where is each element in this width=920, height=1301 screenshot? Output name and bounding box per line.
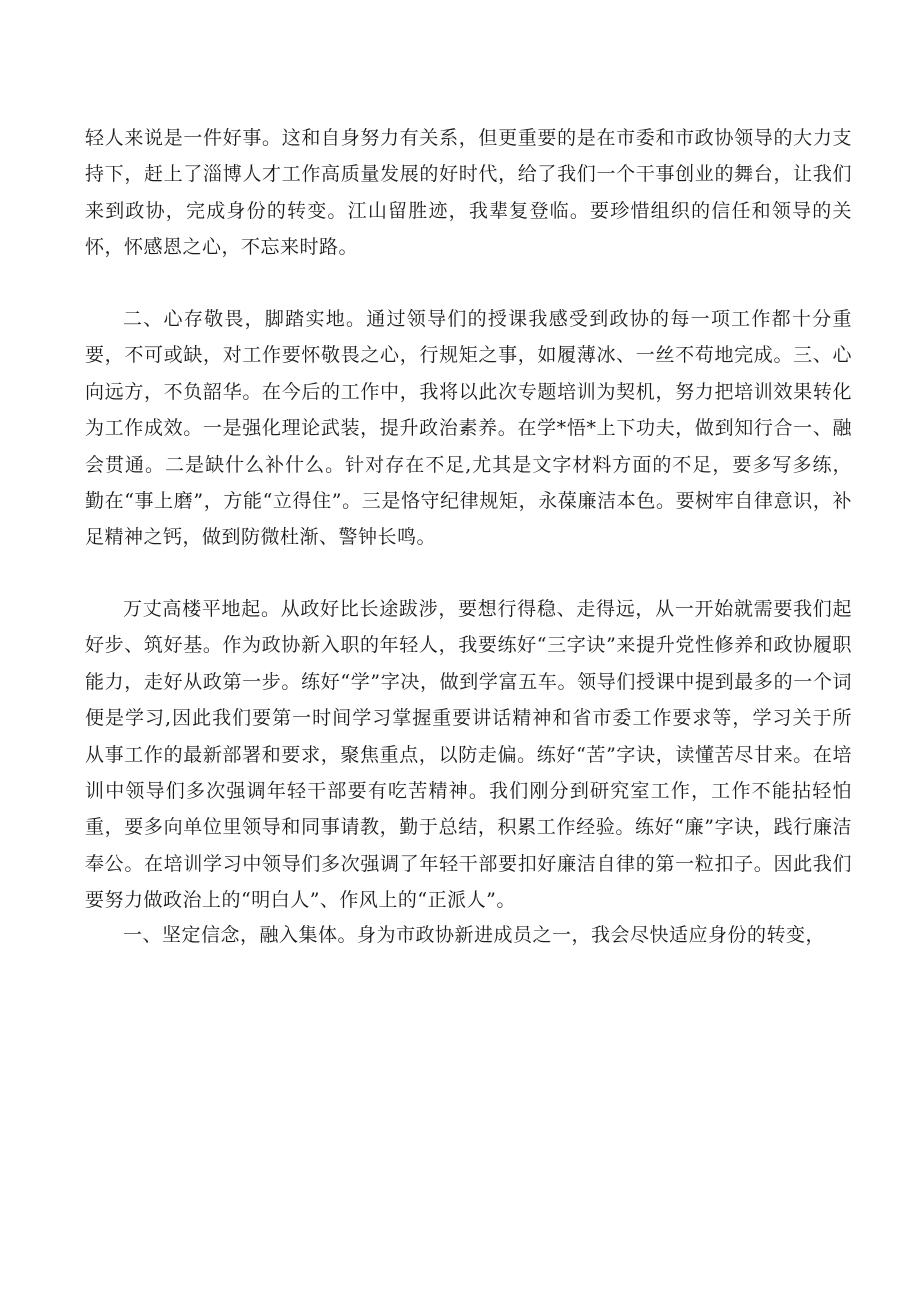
paragraph-belief: 一、坚定信念，融入集体。身为市政协新进成员之一，我会尽快适应身份的转变， [123, 924, 826, 946]
paragraph-block-2 [85, 301, 852, 556]
paragraph-reverence: 二、心存敬畏，脚踏实地。通过领导们的授课我感受到政协的每一项工作都十分重要，不可或缺，对工作要怀敬畏之心，行规矩之事，如履薄冰、一丝不苟地完成。三、心向远方，不负韶华。在今后的工作中，我将以此次专题培训为契机，努力把培训效果转化为工作成效。一是强化理论武装，提升政治素养。在学*悟*上下功夫，做到知行合一、融会贯通。二是缺什么补什么。针对存在不足,尤其是文字材料方面的不足，要多写多练，勤在“事上磨”，方能“立得住”。三是恪守纪律规矩，永葆廉洁本色。要树牢自律意识，补足精神之钙，做到防微杜渐、警钟长鸣。 [85, 308, 852, 549]
paragraph-block-4 [85, 917, 852, 953]
paragraph-block-3 [85, 591, 852, 919]
paragraph-block-1 [85, 120, 852, 266]
paragraph-continuation: 轻人来说是一件好事。这和自身努力有关系，但更重要的是在市委和市政协领导的大力支持下，赶上了淄博人才工作高质量发展的好时代，给了我们一个干事创业的舞台，让我们来到政协，完成身份的转变。江山留胜迹，我辈复登临。要珍惜组织的信任和领导的关怀，怀感恩之心，不忘来时路。 [85, 127, 852, 259]
paragraph-foundation: 万丈高楼平地起。从政好比长途跋涉，要想行得稳、走得远，从一开始就需要我们起好步、筑好基。作为政协新入职的年轻人，我要练好“三字诀”来提升党性修养和政协履职能力，走好从政第一步。练好“学”字决，做到学富五车。领导们授课中提到最多的一个词便是学习,因此我们要第一时间学习掌握重要讲话精神和省市委工作要求等，学习关于所从事工作的最新部署和要求，聚焦重点，以防走偏。练好“苦”字诀，读懂苦尽甘来。在培训中领导们多次强调年轻干部要有吃苦精神。我们刚分到研究室工作，工作不能拈轻怕重，要多向单位里领导和同事请教，勤于总结，积累工作经验。练好“廉”字诀，践行廉洁奉公。在培训学习中领导们多次强调了年轻干部要扣好廉洁自律的第一粒扣子。因此我们要努力做政治上的“明白人”、作风上的“正派人”。 [85, 598, 852, 912]
